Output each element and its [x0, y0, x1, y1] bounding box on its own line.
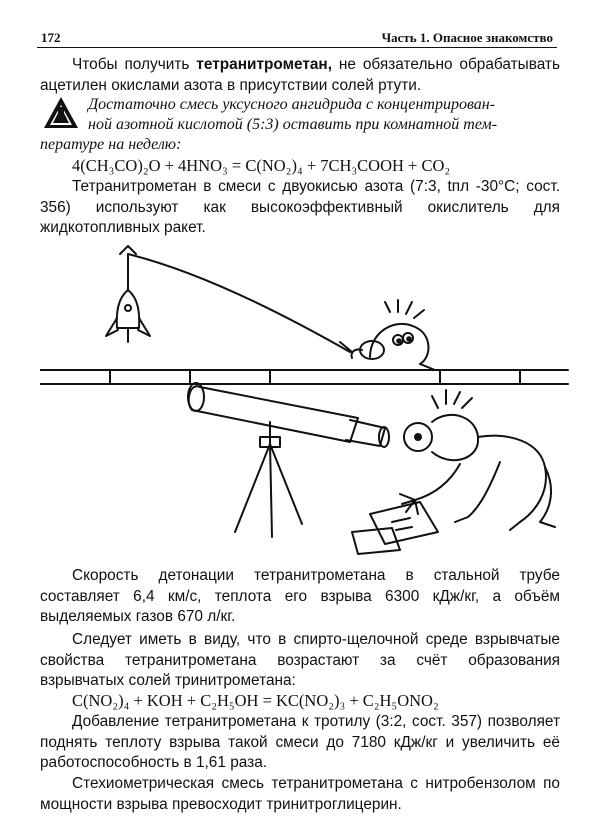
warning-line-1: Достаточно смесь уксусного ангидрида с концентрирован- [88, 96, 496, 113]
brick-wall [40, 370, 568, 384]
running-title: Часть 1. Опасное знакомство [381, 30, 553, 45]
telescope [188, 383, 389, 537]
page-number: 172 [41, 30, 61, 45]
rocket-figure [106, 246, 150, 342]
fishing-line [128, 254, 350, 352]
cartoon-illustration [40, 232, 570, 562]
equation-1: 4(CH₃CO)₂O + 4HNO₃ = C(NO₂)₄ + 7CH₃COOH + CO₂ [72, 156, 451, 175]
p1-bold-term: тетранитрометан, [196, 56, 332, 73]
papers-on-ground [352, 502, 438, 554]
paragraph-1 [40, 55, 560, 96]
equation-2: C(NO₂)₄ + KOH + C₂H₅OH = KC(NO₂)₃ + C₂H₅ONO₂ [72, 691, 439, 710]
paragraph-2: Тетранитрометан в смеси с двуокисью азота (7:3, tпл -30°С; сост. 356) используют как высокоэффективный окислитель для жидкотопливных ракет. [40, 178, 560, 236]
p1-text-end: не обязательно обрабатывать ацетилен окислами азота в присутствии солей ртути. [40, 56, 560, 94]
warning-line-3: пературе на неделю: [40, 136, 182, 153]
p1-text-start: Чтобы получить [72, 56, 197, 73]
warning-line-2: ной азотной кислотой (5:3) оставить при комнатной тем- [88, 116, 498, 133]
hazard-flask-icon [42, 95, 80, 131]
page-header [37, 29, 557, 48]
paragraph-3: Скорость детонации тетранитрометана в стальной трубе составляет 6,4 км/с, теплота его взрыва 6300 кДж/кг, а объём выделяемых газов 670 л/кг. [40, 567, 560, 625]
peeking-man [340, 300, 435, 370]
paragraph-6: Стехиометрическая смесь тетранитрометана с нитробензолом по мощности взрыва превосходит тринитроглицерин. [40, 775, 560, 813]
paragraph-5: Добавление тетранитрометана к тротилу (3:2, сост. 357) позволяет поднять теплоту взрыва такой смеси до 7180 кДж/кг и увеличить её работоспособность в 1,61 раза. [40, 713, 560, 771]
paragraph-4: Следует иметь в виду, что в спирто-щелочной среде взрывчатые свойства тетранитрометана возрастают за счёт образования взрывчатых солей тринитрометана: [40, 631, 560, 689]
